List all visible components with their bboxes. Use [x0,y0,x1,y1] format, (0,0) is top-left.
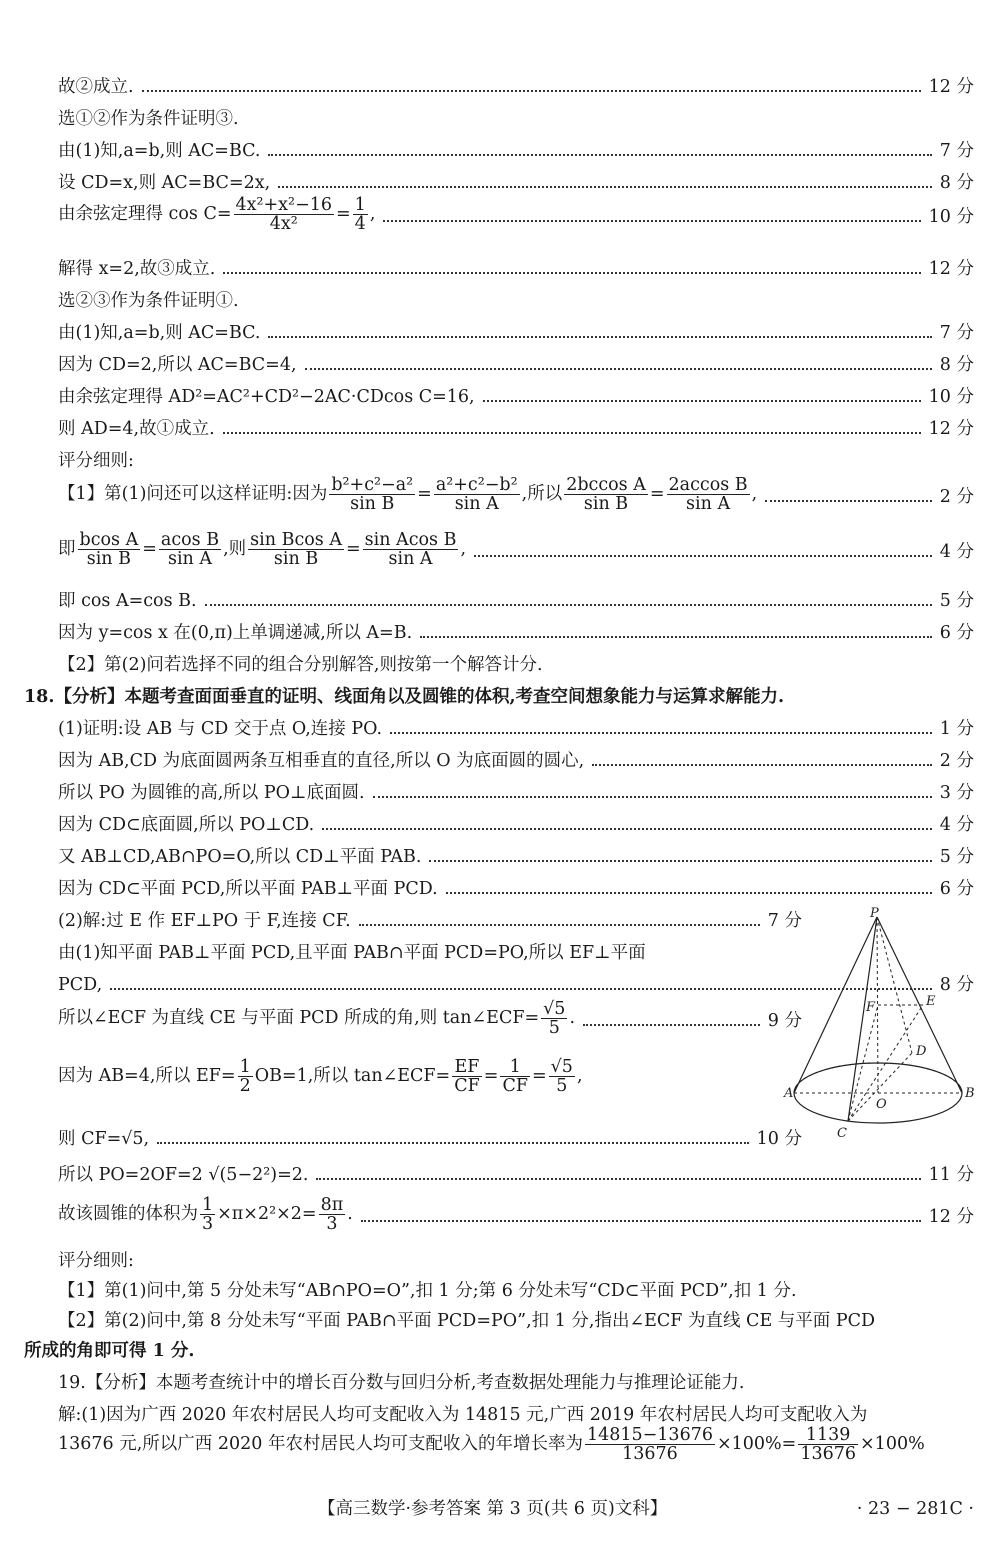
label-E: E [926,994,936,1009]
fraction [585,1426,715,1463]
numerator: bcos A [79,530,139,550]
text-run: (2)解:过 E 作 EF⊥PO 于 F,连接 CF. [58,911,351,931]
label-P: P [870,906,879,921]
denominator: sin A [686,494,731,514]
line-text [58,1280,797,1302]
score-label: 11 分 [928,1165,974,1185]
text-run: 评分细则: [58,1251,134,1271]
denominator: sin B [273,549,319,569]
text-run: (1)证明:设 AB 与 CD 交于点 O,连接 PO. [58,719,383,739]
text-run: 设 CD=x,则 AC=BC=2x, [58,173,271,193]
text-run: = [345,539,361,559]
line-text [24,686,784,708]
label-O: O [876,1097,887,1112]
text-run: 即 cos A=cos B. [58,591,197,611]
line-text [58,322,260,344]
text-run: 故②成立. [58,77,134,97]
leader-dots [223,272,921,274]
leader-dots [316,1178,921,1180]
leader-dots [429,860,932,862]
label-D: D [916,1044,927,1059]
line-text [58,1128,149,1150]
leader-dots [420,636,932,638]
line-text [58,140,260,162]
numerator: 2bccos A [566,475,646,495]
fraction [500,1058,530,1095]
leader-dots [446,892,932,894]
text-run: 因为 AB=4,所以 EF= [58,1066,236,1086]
line-text [58,846,421,868]
text-run: 故该圆锥的体积为 [58,1204,198,1224]
score-label: 1 分 [939,719,974,739]
line-text [58,418,215,440]
text-run: = [142,539,157,559]
score-label: 6 分 [939,879,974,899]
text-run: , [576,1066,583,1086]
text-run: 【2】第(2)问若选择不同的组合分别解答,则按第一个解答计分. [58,655,543,675]
score-label: 7 分 [939,141,974,161]
leader-dots [474,555,932,557]
denominator: 5 [556,1076,568,1096]
numerator: 1 [239,1057,251,1077]
line-text [58,590,197,612]
numerator: 1 [202,1195,214,1215]
text-run: 因为 y=cos x 在(0,π)上单调递减,所以 A=B. [58,623,413,643]
line-text [58,1372,744,1394]
line-text [58,108,239,130]
denominator: 4 [354,214,366,234]
line-text [58,76,134,98]
text-run: = [417,484,432,504]
denominator: sin A [454,494,499,514]
text-run: = [483,1066,499,1086]
text-run: = [336,204,351,224]
line-text [58,974,102,996]
label-F: F [866,1000,876,1015]
text-run: = [649,484,665,504]
line-text [58,196,375,233]
text-run: ×π×2²×2= [217,1204,317,1224]
footer-center: 【高三数学·参考答案 第 3 页(共 6 页)文科】 [318,1499,668,1519]
edge-PO [877,917,878,1093]
fraction [353,196,368,233]
leader-dots [205,604,932,606]
score-label: 2 分 [939,487,974,507]
text-run: 【1】第(1)问还可以这样证明:因为 [58,484,328,504]
score-label: 12 分 [928,419,974,439]
leader-dots [142,90,921,92]
edge-PD [877,917,912,1053]
text-run: 【2】第(2)问中,第 8 分处未写“平面 PAB∩平面 PCD=PO”,扣 1 分,指出∠ECF 为直线 CE 与平面 PCD [58,1311,876,1331]
leader-dots [157,1142,749,1144]
score-label: 8 分 [939,173,974,193]
score-label: 8 分 [939,975,974,995]
fraction [238,1058,253,1095]
denominator: 13676 [800,1444,857,1464]
leader-dots [223,432,921,434]
numerator: b²+c²−a² [331,475,414,495]
line-text [58,1058,583,1095]
text-run: . [347,1204,353,1224]
text-run: 则 AD=4,故①成立. [58,419,215,439]
denominator: sin B [583,494,629,514]
text-run: 因为 CD=2,所以 AC=BC=4, [58,355,297,375]
fraction [434,476,520,513]
fraction [798,1426,858,1463]
fraction [564,476,648,513]
numerator: 4x²+x²−16 [235,195,332,215]
denominator: sin A [388,549,433,569]
text-run: 19.【分析】本题考查统计中的增长百分数与回归分析,考查数据处理能力与推理论证能力. [58,1373,745,1393]
line-text [58,1196,353,1233]
denominator: 13676 [622,1444,678,1464]
text-run: 即 [58,539,76,559]
fraction [159,531,221,568]
score-label: 4 分 [939,542,974,562]
line-text [58,1310,875,1332]
denominator: 3 [202,1214,214,1234]
fraction [319,1196,346,1233]
line-text [58,942,646,964]
score-label: 2 分 [939,751,974,771]
text-run: ×100% [860,1434,925,1454]
denominator: 5 [548,1018,560,1038]
line-text [58,476,757,513]
numerator: √5 [550,1057,573,1077]
score-label: 4 分 [939,815,974,835]
text-run: 选①②作为条件证明③. [58,109,239,129]
leader-dots [765,500,932,502]
numerator: 1 [500,1058,530,1077]
line-text [58,354,297,376]
numerator: 14815−13676 [586,1425,713,1445]
line-text [58,450,134,472]
text-run: 因为 CD⊂底面圆,所以 PO⊥CD. [58,815,315,835]
text-run: 评分细则: [58,451,134,471]
fraction [363,531,459,568]
text-run: , [751,484,758,504]
fraction [452,1058,482,1095]
score-label: 10 分 [928,207,974,227]
numerator: sin Bcos A [250,530,342,550]
denominator: CF [502,1076,528,1096]
leader-dots [483,400,921,402]
numerator: 8π [320,1195,344,1215]
text-run: 由(1)知,a=b,则 AC=BC. [58,323,261,343]
score-label: 10 分 [928,387,974,407]
fraction [248,531,344,568]
leader-dots [390,732,932,734]
line-text [58,782,365,804]
leader-dots [268,154,932,156]
fraction [667,476,750,513]
numerator: 2accos B [668,475,748,495]
denominator: sin A [167,549,213,569]
score-label: 5 分 [939,591,974,611]
numerator: EF [452,1058,482,1077]
line-text [58,258,215,280]
leader-dots [322,828,932,830]
numerator: sin Acos B [364,530,457,550]
denominator: sin B [86,549,131,569]
line-text [58,1000,575,1037]
score-label: 9 分 [767,1011,802,1031]
text-run: = [531,1066,547,1086]
fraction [549,1058,575,1095]
line-text [58,290,239,312]
line-text [58,1404,867,1426]
denominator: 2 [239,1076,251,1096]
line-text [58,878,438,900]
text-run: , [369,204,376,224]
denominator: CF [454,1076,480,1096]
fraction [541,1000,567,1037]
line-text [58,531,466,568]
text-run: 解得 x=2,故③成立. [58,259,216,279]
score-label: 6 分 [939,623,974,643]
text-run: 所成的角即可得 1 分. [24,1341,195,1361]
score-label: 12 分 [928,77,974,97]
text-run: 解:(1)因为广西 2020 年农村居民人均可支配收入为 14815 元,广西 2019 年农村居民人均可支配收入为 [58,1405,868,1425]
text-run: ,所以 [521,484,563,504]
text-run: 又 AB⊥CD,AB∩PO=O,所以 CD⊥平面 PAB. [58,847,422,867]
text-run: 因为 AB,CD 为底面圆两条互相垂直的直径,所以 O 为底面圆的圆心, [58,751,585,771]
score-label: 5 分 [939,847,974,867]
text-run: 由余弦定理得 cos C= [58,204,232,224]
leader-dots [592,764,932,766]
leader-dots [383,220,921,222]
score-label: 7 分 [939,323,974,343]
text-run: 由(1)知平面 PAB⊥平面 PCD,且平面 PAB∩平面 PCD=PO,所以 EF⊥平面 [58,943,646,963]
denominator: sin B [350,494,395,514]
text-run: 选②③作为条件证明①. [58,291,239,311]
text-run: 所以∠ECF 为直线 CE 与平面 PCD 所成的角,则 tan∠ECF= [58,1008,540,1028]
label-B: B [965,1086,975,1101]
text-run: 【1】第(1)问中,第 5 分处未写“AB∩PO=O”,扣 1 分;第 6 分处未写“CD⊂平面 PCD”,扣 1 分. [58,1281,797,1301]
fraction [234,196,335,233]
text-run: . [569,1008,576,1028]
score-label: 10 分 [756,1129,802,1149]
text-run: ,则 [223,539,247,559]
score-label: 8 分 [939,355,974,375]
text-run: 所以 PO=2OF=2 √(5−2²)=2. [58,1165,309,1185]
text-run: 由余弦定理得 AD²=AC²+CD²−2AC·CDcos C=16, [58,387,475,407]
text-run: 由(1)知,a=b,则 AC=BC. [58,141,261,161]
fraction [78,531,141,568]
score-label: 7 分 [767,911,802,931]
text-run: PCD, [58,975,103,995]
text-run: 因为 CD⊂平面 PCD,所以平面 PAB⊥平面 PCD. [58,879,438,899]
numerator: acos B [160,530,220,550]
numerator: 1 [354,195,366,215]
line-text [58,814,314,836]
text-run: 13676 元,所以广西 2020 年农村居民人均可支配收入的年增长率为 [58,1434,583,1454]
denominator: 4x² [269,214,298,234]
line-text [58,386,475,408]
leader-dots [361,1220,921,1222]
line-text [58,172,270,194]
score-label: 12 分 [928,1207,974,1227]
text-run: , [460,539,467,559]
score-label: 3 分 [939,783,974,803]
score-label: 12 分 [928,259,974,279]
footer-right: · 23 − 281C · [856,1499,974,1519]
line-text [58,750,584,772]
label-A: A [784,1086,794,1101]
leader-dots [373,796,932,798]
leader-dots [583,1024,760,1026]
fraction [200,1196,215,1233]
text-run: 则 CF=√5, [58,1129,150,1149]
line-text [24,1340,194,1362]
denominator: 3 [326,1214,338,1234]
line-text [58,718,382,740]
line-text [58,654,543,676]
leader-dots [268,336,932,338]
text-run: 所以 PO 为圆锥的高,所以 PO⊥底面圆. [58,783,365,803]
fraction [329,476,415,513]
numerator: a²+c²−b² [435,475,518,495]
leader-dots [305,368,932,370]
leader-dots [359,924,760,926]
text-run: 18.【分析】本题考查面面垂直的证明、线面角以及圆锥的体积,考查空间想象能力与运算求解能力. [24,687,785,707]
text-run: OB=1,所以 tan∠ECF= [254,1066,451,1086]
numerator: √5 [543,999,566,1019]
line-text [58,1250,134,1272]
line-text [58,910,351,932]
line-text [58,1426,925,1463]
numerator: 1139 [798,1426,858,1445]
text-run: ×100%= [716,1434,797,1454]
line-text [58,1164,308,1186]
line-text [58,622,412,644]
label-C: C [837,1126,847,1141]
leader-dots [278,186,932,188]
